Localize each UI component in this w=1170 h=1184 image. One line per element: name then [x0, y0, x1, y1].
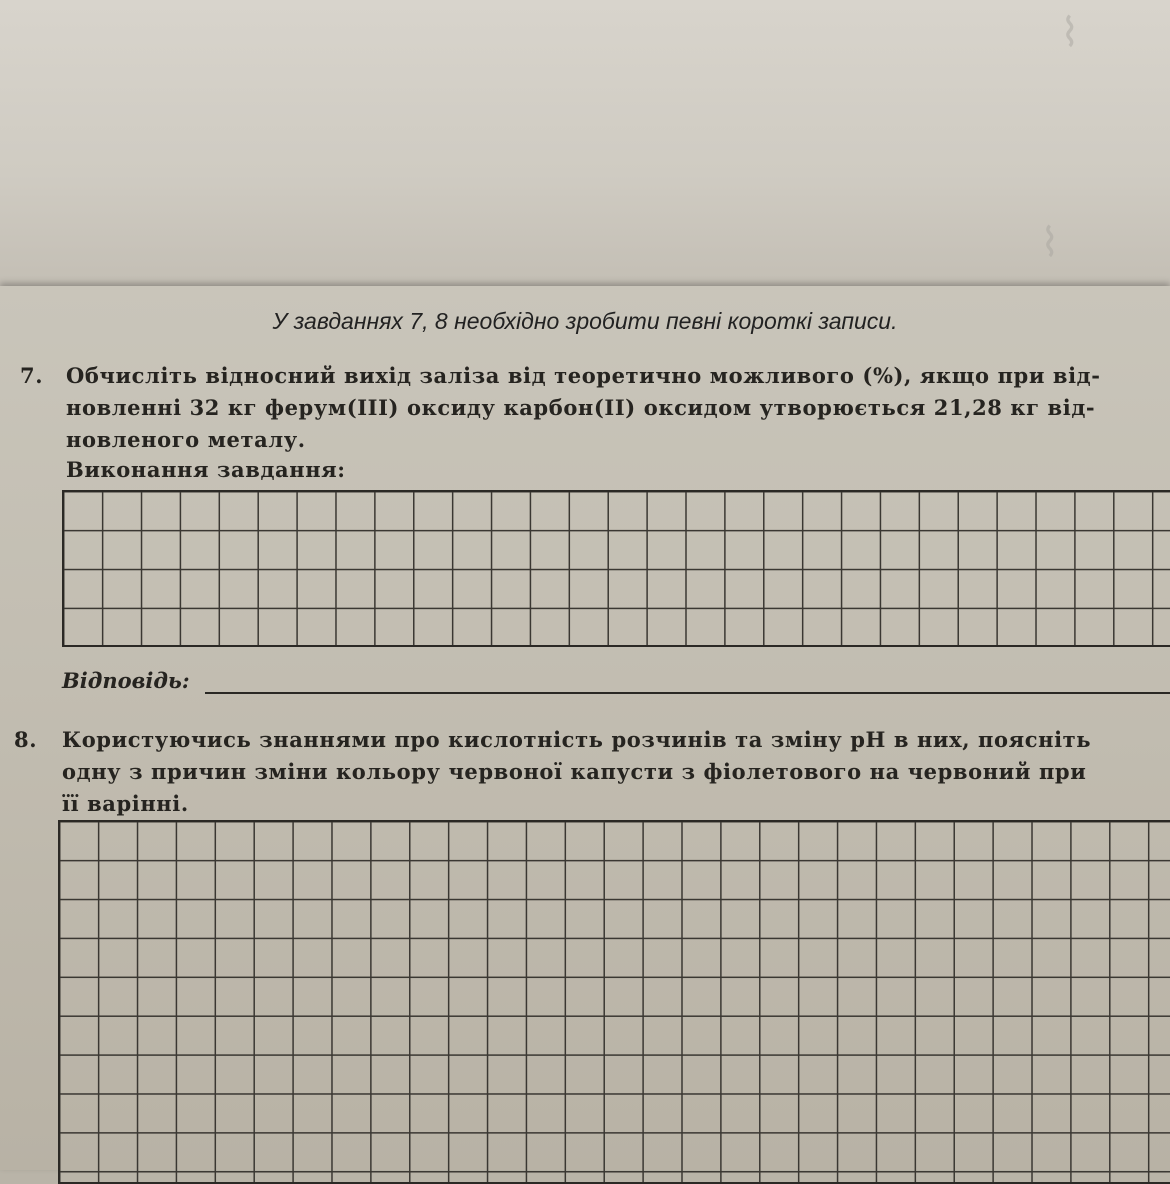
pencil-scribble: ⌇ — [1040, 220, 1060, 266]
task-7-text — [20, 360, 1101, 456]
task-8-text — [14, 724, 1092, 820]
work-label: Виконання завдання: — [66, 457, 346, 482]
section-instruction: У завданнях 7, 8 необхідно зробити певні короткі записи. — [272, 308, 898, 334]
task-8-answer-grid[interactable] — [58, 820, 1170, 1184]
task-7-line: новленого металу. — [66, 427, 306, 452]
task-7-line: новленні 32 кг ферум(III) оксиду карбон(II) оксидом утворюється 21,28 кг від- — [66, 395, 1096, 420]
answer-label: Відповідь: — [62, 668, 190, 693]
pencil-scribble: ⌇ — [1060, 10, 1080, 56]
task-8-number: 8. — [14, 727, 38, 752]
task-7-number: 7. — [20, 363, 44, 388]
task-7-answer-grid[interactable] — [62, 490, 1170, 647]
task-8-line: Користуючись знаннями про кислотність розчинів та зміну pH в них, поясніть — [62, 727, 1092, 752]
underlying-page — [0, 0, 1170, 290]
task-8-line: її варінні. — [62, 791, 189, 816]
task-8-line: одну з причин зміни кольору червоної капусти з фіолетового на червоний при — [62, 759, 1087, 784]
answer-line[interactable] — [205, 692, 1170, 694]
task-7-line: Обчисліть відносний вихід заліза від теоретично можливого (%), якщо при від- — [66, 363, 1101, 388]
